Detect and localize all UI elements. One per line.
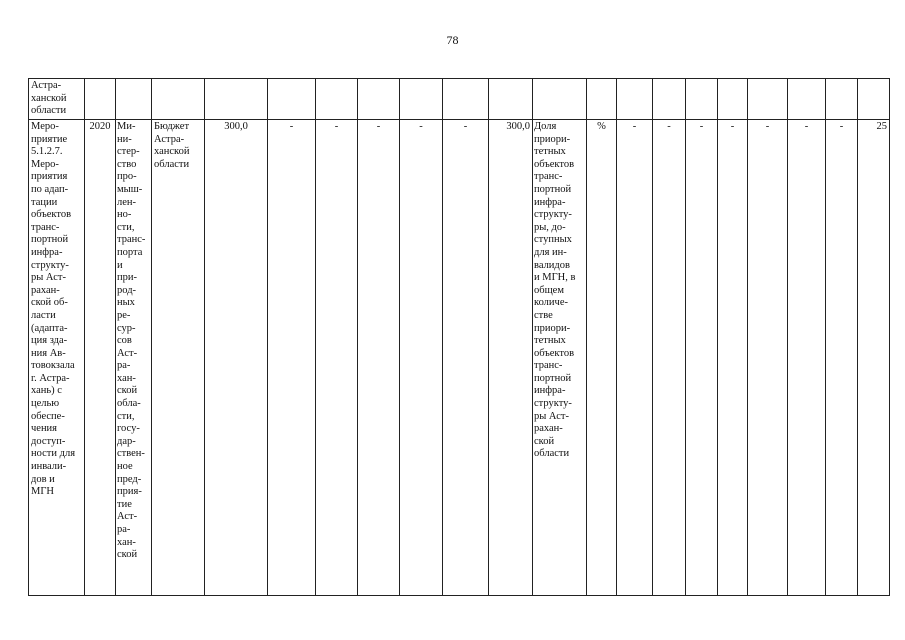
table-cell: [400, 79, 443, 120]
table-cell: [587, 79, 617, 120]
table-cell: [533, 79, 587, 120]
value-cell: -: [617, 120, 653, 596]
final-value-cell: 25: [858, 120, 890, 596]
indicator-cell: Доля приори- тетных объектов транс- портной инфра- структу- ры, до- ступных для ин- валидов и МГН, в общем количе- стве приори- тетных объектов транс- портной инфра- структу- ры Аст- рахан- ской области: [533, 120, 587, 596]
executor-cell: Ми- ни- стер- ство про- мыш- лен- но- сти, транс- порта и при- род- ных ре- сур- сов Аст- ра- хан- ской обла- сти, госу- дар- ствен- ное пред- прия- тие Аст- ра- хан- ской: [116, 120, 152, 596]
value-cell: -: [686, 120, 718, 596]
table-cell: [268, 79, 316, 120]
program-table: [28, 78, 890, 596]
table-cell: [205, 79, 268, 120]
table-cell: [686, 79, 718, 120]
table-cell: [826, 79, 858, 120]
value-cell: -: [748, 120, 788, 596]
table-row: [29, 79, 890, 120]
table-cell: [718, 79, 748, 120]
table-cell: [116, 79, 152, 120]
year-cell: 2020: [85, 120, 116, 596]
event-cell: Меро- приятие 5.1.2.7. Меро- приятия по адап- тации объектов транс- портной инфра- структу- ры Аст- рахан- ской об- ласти (адапта- ция зда- ния Ав- товокзала г. Астра- хань) с целью обеспе- чения доступ- ности для инвали- дов и МГН: [29, 120, 85, 596]
dash-cell: -: [400, 120, 443, 596]
table-cell: [788, 79, 826, 120]
value-cell: -: [788, 120, 826, 596]
table-cell: [489, 79, 533, 120]
total-cell: 300,0: [205, 120, 268, 596]
table-cell: [443, 79, 489, 120]
value-cell: -: [826, 120, 858, 596]
table-cell: [316, 79, 358, 120]
table-cell: [358, 79, 400, 120]
region-cell: Астра- ханской области: [29, 79, 85, 120]
table-cell: [653, 79, 686, 120]
dash-cell: -: [443, 120, 489, 596]
dash-cell: -: [316, 120, 358, 596]
table-cell: [748, 79, 788, 120]
value-cell: -: [718, 120, 748, 596]
table-cell: [858, 79, 890, 120]
table-cell: [85, 79, 116, 120]
dash-cell: -: [358, 120, 400, 596]
table-cell: [617, 79, 653, 120]
table-row: [29, 120, 890, 596]
source-cell: Бюджет Астра- ханской области: [152, 120, 205, 596]
page-number: 78: [446, 33, 459, 47]
amount-cell: 300,0: [489, 120, 533, 596]
dash-cell: -: [268, 120, 316, 596]
table-cell: [152, 79, 205, 120]
unit-cell: %: [587, 120, 617, 596]
value-cell: -: [653, 120, 686, 596]
